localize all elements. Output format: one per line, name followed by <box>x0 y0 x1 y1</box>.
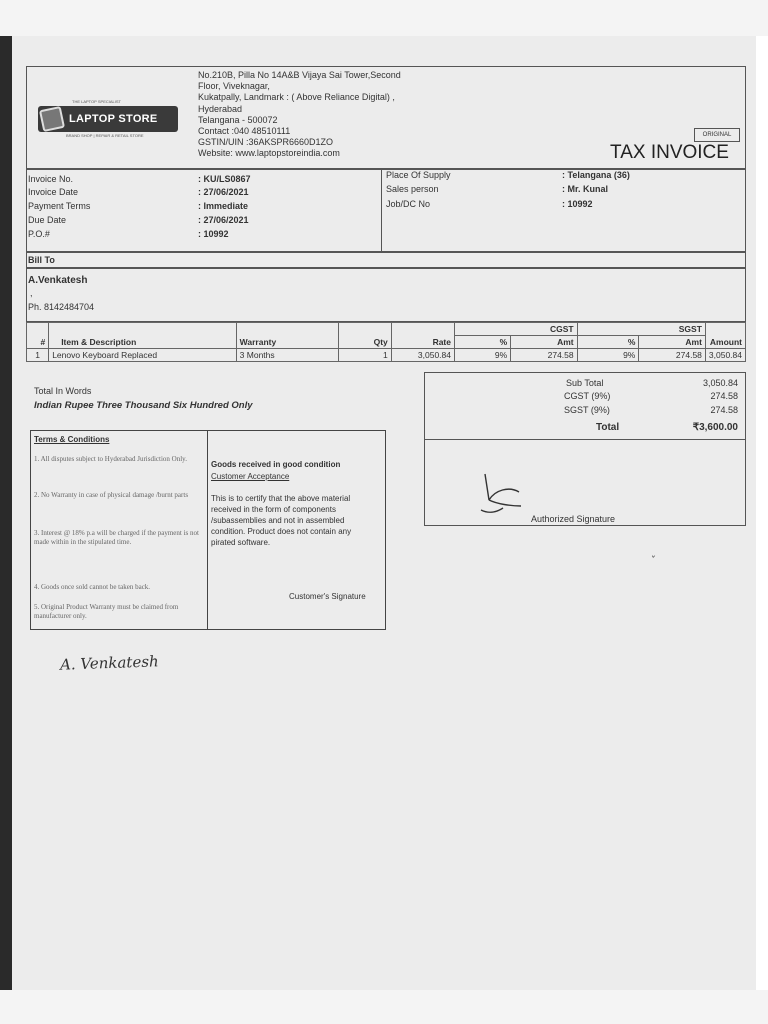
stray-mark: ˇ <box>650 556 655 567</box>
col-warranty: Warranty <box>236 336 339 349</box>
authorized-signature-label: Authorized Signature <box>531 514 616 524</box>
bill-to-heading: Bill To <box>28 255 55 265</box>
logo-subtagline: BRAND SHOP | REPAIR & RETAIL STORE <box>66 133 144 138</box>
address-line: Website: www.laptopstoreindia.com <box>198 148 340 159</box>
col-sgst-amt: Amt <box>639 336 706 349</box>
certification-line: pirated software. <box>211 538 271 547</box>
store-logo <box>38 106 178 132</box>
place-of-supply-label: Place Of Supply <box>386 170 451 180</box>
logo-tagline: THE LAPTOP SPECIALIST <box>72 99 121 104</box>
po-value: : 10992 <box>198 229 229 239</box>
sgst-total-label: SGST (9%) <box>564 405 610 415</box>
cell-sgst-pct: 9% <box>577 349 639 362</box>
scan-background-left <box>0 36 12 990</box>
customer-signature-label: Customer's Signature <box>289 592 366 601</box>
handwritten-signature: A. Venkatesh <box>59 652 159 674</box>
total-words-value: Indian Rupee Three Thousand Six Hundred Only <box>34 400 253 411</box>
store-address <box>198 70 401 160</box>
job-dc-value: : 10992 <box>562 199 593 209</box>
invoice-title: TAX INVOICE <box>610 142 729 163</box>
sgst-group-header: SGST <box>577 323 705 336</box>
sales-person-label: Sales person <box>386 184 439 194</box>
cgst-group-header: CGST <box>455 323 578 336</box>
customer-name: A.Venkatesh <box>28 275 88 286</box>
certification-line: This is to certify that the above material <box>211 494 351 503</box>
cell-sgst-amt: 274.58 <box>639 349 706 362</box>
cell-item: Lenovo Keyboard Replaced <box>49 349 236 362</box>
grand-total-label: Total <box>596 422 620 433</box>
sgst-total-value: 274.58 <box>710 405 738 415</box>
payment-terms-label: Payment Terms <box>28 201 91 211</box>
address-line: No.210B, Pilla No 14A&B Vijaya Sai Tower,Second <box>198 70 401 80</box>
place-of-supply-value: : Telangana (36) <box>562 170 630 180</box>
term-item: 2. No Warranty in case of physical damage /burnt parts <box>34 491 189 499</box>
job-dc-label: Job/DC No <box>386 199 431 209</box>
address-line: Telangana - 500072 <box>198 114 278 125</box>
address-line: Contact :040 48510111 <box>198 126 291 137</box>
certification-line: received in the form of components <box>211 505 336 514</box>
copy-label: ORIGINAL <box>694 128 740 142</box>
col-rate: Rate <box>391 336 454 349</box>
col-amount: Amount <box>705 336 745 349</box>
invoice-date-label: Invoice Date <box>28 187 79 197</box>
certification-line: /subassemblies and not in assembled <box>211 516 345 525</box>
terms-column <box>31 431 208 629</box>
col-item: Item & Description <box>49 336 236 349</box>
col-cgst-amt: Amt <box>511 336 577 349</box>
items-table <box>26 322 746 362</box>
sales-person-value: : Mr. Kunal <box>562 184 609 194</box>
col-cgst-pct: % <box>455 336 511 349</box>
due-date-label: Due Date <box>28 215 67 225</box>
address-line: Kukatpally, Landmark : ( Above Reliance Digital) , <box>198 92 395 103</box>
subtotal-label: Sub Total <box>566 378 604 388</box>
cell-num: 1 <box>27 349 49 362</box>
logo-text: LAPTOP STORE <box>69 113 158 125</box>
table-row <box>27 349 746 362</box>
invoice-no-value: : KU/LS0867 <box>198 174 251 184</box>
invoice-date-value: : 27/06/2021 <box>198 187 249 197</box>
certification-line: condition. Product does not contain any <box>211 527 352 536</box>
grand-total-value: ₹3,600.00 <box>692 422 738 433</box>
cell-qty: 1 <box>339 349 392 362</box>
bill-to-mark: , <box>30 288 33 298</box>
invoice-no-label: Invoice No. <box>28 174 74 184</box>
terms-heading: Terms & Conditions <box>34 435 110 444</box>
total-words-label: Total In Words <box>34 386 92 396</box>
cell-warranty: 3 Months <box>236 349 339 362</box>
address-line: Hyderabad <box>198 103 243 114</box>
info-divider <box>381 168 382 252</box>
terms-box <box>30 430 386 630</box>
bill-to-header-box <box>26 252 746 268</box>
col-qty: Qty <box>339 336 392 349</box>
customer-acceptance-link: Customer Acceptance <box>211 472 290 481</box>
cell-amount: 3,050.84 <box>705 349 745 362</box>
scan-background-top <box>0 0 768 36</box>
address-line: Floor, Viveknagar, <box>198 81 270 92</box>
authorized-signature-mark <box>475 470 545 516</box>
po-label: P.O.# <box>28 229 50 239</box>
term-item: 3. Interest @ 18% p.a will be charged if the payment is not made within in the stipulated time. <box>34 529 199 546</box>
due-date-value: : 27/06/2021 <box>198 215 249 225</box>
bill-to-box <box>26 268 746 322</box>
cgst-total-value: 274.58 <box>710 391 738 401</box>
col-num: # <box>27 336 49 349</box>
payment-terms-value: : Immediate <box>198 201 249 211</box>
tax-invoice <box>26 66 746 620</box>
term-item: 1. All disputes subject to Hyderabad Jurisdiction Only. <box>34 455 187 463</box>
customer-phone: Ph. 8142484704 <box>28 302 95 312</box>
cell-cgst-amt: 274.58 <box>511 349 577 362</box>
cell-cgst-pct: 9% <box>455 349 511 362</box>
subtotal-value: 3,050.84 <box>702 378 738 388</box>
laptop-icon <box>39 106 65 132</box>
goods-received-text: Goods received in good condition <box>211 460 341 469</box>
cell-rate: 3,050.84 <box>391 349 454 362</box>
address-line: GSTIN/UIN :36AKSPR6660D1ZO <box>198 137 334 148</box>
term-item: 4. Goods once sold cannot be taken back. <box>34 583 151 591</box>
authorized-signature-box <box>424 440 746 526</box>
scan-background-bottom <box>0 990 768 1024</box>
cgst-total-label: CGST (9%) <box>564 391 611 401</box>
col-sgst-pct: % <box>577 336 639 349</box>
term-item: 5. Original Product Warranty must be claimed from manufacturer only. <box>34 603 179 620</box>
